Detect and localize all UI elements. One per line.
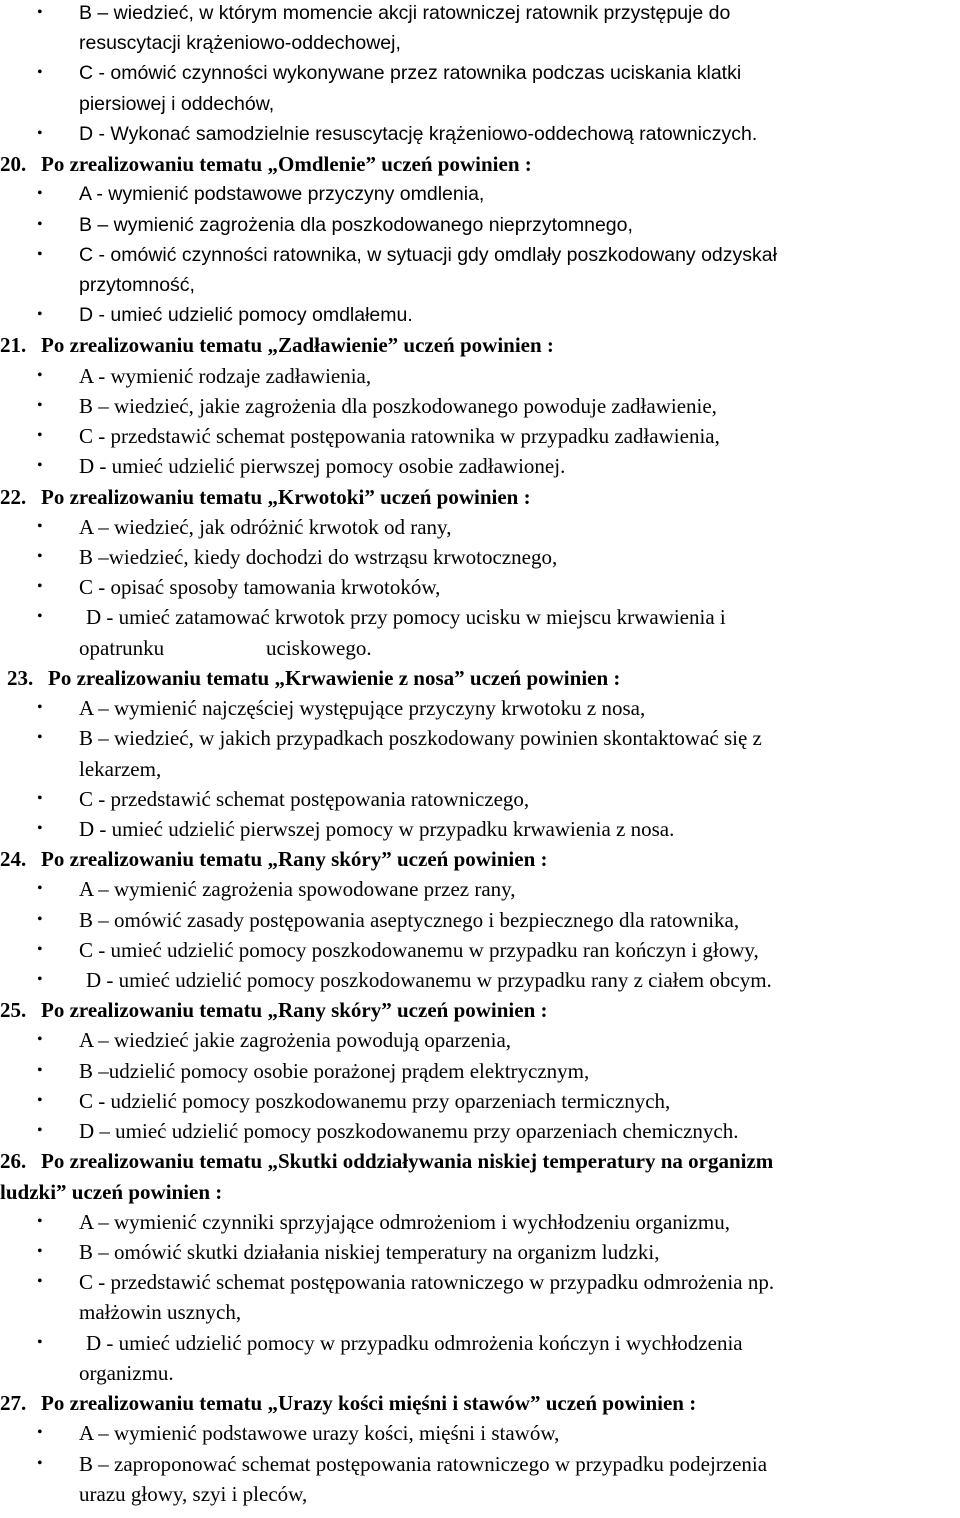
bullet-icon: • xyxy=(37,1334,43,1351)
section-heading-text: ludzki” uczeń powinien : xyxy=(0,1180,223,1204)
section-number: 25. xyxy=(0,998,27,1022)
bullet-icon: • xyxy=(37,941,43,958)
list-item-text: C - omówić czynności ratownika, w sytuacji gdy omdlały poszkodowany odzyskał xyxy=(79,244,777,266)
bullet-icon: • xyxy=(37,4,43,21)
list-item-text-part: uciskowego. xyxy=(266,636,372,660)
bullet-icon: • xyxy=(37,64,43,81)
list-item-text: resuscytacji krążeniowo-oddechowej, xyxy=(79,32,401,54)
bullet-icon: • xyxy=(37,427,43,444)
list-item-text: D - umieć udzielić pomocy poszkodowanemu w przypadku rany z ciałem obcym. xyxy=(86,968,772,992)
list-item-text: małżowin usznych, xyxy=(79,1300,242,1324)
section-heading-text: Po zrealizowaniu tematu „Urazy kości mięśni i stawów” uczeń powinien : xyxy=(41,1391,697,1415)
list-item-text: D - umieć udzielić pomocy w przypadku odmrożenia kończyn i wychłodzenia xyxy=(86,1331,743,1355)
list-item-text: przytomność, xyxy=(79,274,195,296)
bullet-icon: • xyxy=(37,880,43,897)
section-number: 27. xyxy=(0,1391,27,1415)
bullet-icon: • xyxy=(37,185,43,202)
bullet-icon: • xyxy=(37,125,43,142)
bullet-icon: • xyxy=(37,1092,43,1109)
list-item-text: urazu głowy, szyi i pleców, xyxy=(79,1482,308,1506)
list-item-text: C - udzielić pomocy poszkodowanemu przy oparzeniach termicznych, xyxy=(79,1089,671,1113)
list-item-text: lekarzem, xyxy=(79,757,162,781)
list-item-text: C - przedstawić schemat postępowania ratowniczego w przypadku odmrożenia np. xyxy=(79,1270,775,1294)
section-heading-text: Po zrealizowaniu tematu „Zadławienie” uczeń powinien : xyxy=(41,333,554,357)
bullet-icon: • xyxy=(37,820,43,837)
list-item-text: B – wiedzieć, jakie zagrożenia dla poszkodowanego powoduje zadławienie, xyxy=(79,394,717,418)
list-item-text: D - umieć udzielić pomocy omdlałemu. xyxy=(79,304,413,326)
bullet-icon: • xyxy=(37,1243,43,1260)
bullet-icon: • xyxy=(37,911,43,928)
bullet-icon: • xyxy=(37,367,43,384)
list-item-text: D - umieć zatamować krwotok przy pomocy ucisku w miejscu krwawienia i xyxy=(86,605,726,629)
list-item-text: A – wiedzieć jakie zagrożenia powodują oparzenia, xyxy=(79,1028,512,1052)
bullet-icon: • xyxy=(37,306,43,323)
list-item-text: B –udzielić pomocy osobie porażonej prądem elektrycznym, xyxy=(79,1059,590,1083)
bullet-icon: • xyxy=(37,1424,43,1441)
list-item-text: A - wymienić podstawowe przyczyny omdlenia, xyxy=(79,183,485,205)
section-number: 21. xyxy=(0,333,27,357)
list-item-text: A – wymienić czynniki sprzyjające odmrożeniom i wychłodzeniu organizmu, xyxy=(79,1210,731,1234)
list-item-text: A – wymienić zagrożenia spowodowane przez rany, xyxy=(79,877,516,901)
list-item-text: D – umieć udzielić pomocy poszkodowanemu przy oparzeniach chemicznych. xyxy=(79,1119,739,1143)
list-item-text: C - omówić czynności wykonywane przez ratownika podczas uciskania klatki xyxy=(79,62,742,84)
list-item-text: C - opisać sposoby tamowania krwotoków, xyxy=(79,575,441,599)
list-item-text: D - umieć udzielić pierwszej pomocy osobie zadławionej. xyxy=(79,454,566,478)
bullet-icon: • xyxy=(37,397,43,414)
section-heading-text: Po zrealizowaniu tematu „Krwawienie z nosa” uczeń powinien : xyxy=(48,666,621,690)
bullet-icon: • xyxy=(37,790,43,807)
bullet-icon: • xyxy=(37,1062,43,1079)
bullet-icon: • xyxy=(37,729,43,746)
bullet-icon: • xyxy=(37,518,43,535)
bullet-icon: • xyxy=(37,457,43,474)
section-heading-text: Po zrealizowaniu tematu „Omdlenie” uczeń powinien : xyxy=(41,152,532,176)
list-item-text: A – wymienić najczęściej występujące przyczyny krwotoku z nosa, xyxy=(79,696,646,720)
list-item-text: B – omówić zasady postępowania aseptycznego i bezpiecznego dla ratownika, xyxy=(79,908,740,932)
list-item-text: C - przedstawić schemat postępowania ratownika w przypadku zadławienia, xyxy=(79,424,720,448)
bullet-icon: • xyxy=(37,246,43,263)
section-heading-text: Po zrealizowaniu tematu „Skutki oddziaływania niskiej temperatury na organizm xyxy=(41,1149,774,1173)
list-item-text: A – wymienić podstawowe urazy kości, mięśni i stawów, xyxy=(79,1421,560,1445)
list-item-text: D - Wykonać samodzielnie resuscytację krążeniowo-oddechową ratowniczych. xyxy=(79,123,758,145)
section-heading-text: Po zrealizowaniu tematu „Krwotoki” uczeń powinien : xyxy=(41,485,531,509)
section-number: 22. xyxy=(0,485,27,509)
list-item-text: D - umieć udzielić pierwszej pomocy w przypadku krwawienia z nosa. xyxy=(79,817,675,841)
bullet-icon: • xyxy=(37,1122,43,1139)
bullet-icon: • xyxy=(37,578,43,595)
bullet-icon: • xyxy=(37,1455,43,1472)
list-item-text: organizmu. xyxy=(79,1361,174,1385)
bullet-icon: • xyxy=(37,1273,43,1290)
list-item-text: A - wymienić rodzaje zadławienia, xyxy=(79,364,372,388)
bullet-icon: • xyxy=(37,548,43,565)
bullet-icon: • xyxy=(37,608,43,625)
list-item-text: B – zaproponować schemat postępowania ratowniczego w przypadku podejrzenia xyxy=(79,1452,768,1476)
list-item-text: C - umieć udzielić pomocy poszkodowanemu w przypadku ran kończyn i głowy, xyxy=(79,938,759,962)
section-number: 26. xyxy=(0,1149,27,1173)
section-heading-text: Po zrealizowaniu tematu „Rany skóry” uczeń powinien : xyxy=(41,847,548,871)
list-item-text: B – omówić skutki działania niskiej temperatury na organizm ludzki, xyxy=(79,1240,660,1264)
bullet-icon: • xyxy=(37,1031,43,1048)
list-item-text: opatrunku xyxy=(79,636,165,660)
section-number: 20. xyxy=(0,152,27,176)
list-item-text: B – wiedzieć, w jakich przypadkach poszkodowany powinien skontaktować się z xyxy=(79,726,762,750)
section-number: 24. xyxy=(0,847,27,871)
list-item-text: A – wiedzieć, jak odróżnić krwotok od rany, xyxy=(79,515,452,539)
section-heading-text: Po zrealizowaniu tematu „Rany skóry” uczeń powinien : xyxy=(41,998,548,1022)
list-item-text: C - przedstawić schemat postępowania ratowniczego, xyxy=(79,787,530,811)
list-item-text: B – wiedzieć, w którym momencie akcji ratowniczej ratownik przystępuje do xyxy=(79,2,731,24)
bullet-icon: • xyxy=(37,1213,43,1230)
bullet-icon: • xyxy=(37,216,43,233)
list-item-text: piersiowej i oddechów, xyxy=(79,93,275,115)
bullet-icon: • xyxy=(37,971,43,988)
list-item-text: B –wiedzieć, kiedy dochodzi do wstrząsu krwotocznego, xyxy=(79,545,558,569)
bullet-icon: • xyxy=(37,699,43,716)
list-item-text: B – wymienić zagrożenia dla poszkodowanego nieprzytomnego, xyxy=(79,214,633,236)
section-number: 23. xyxy=(7,666,34,690)
